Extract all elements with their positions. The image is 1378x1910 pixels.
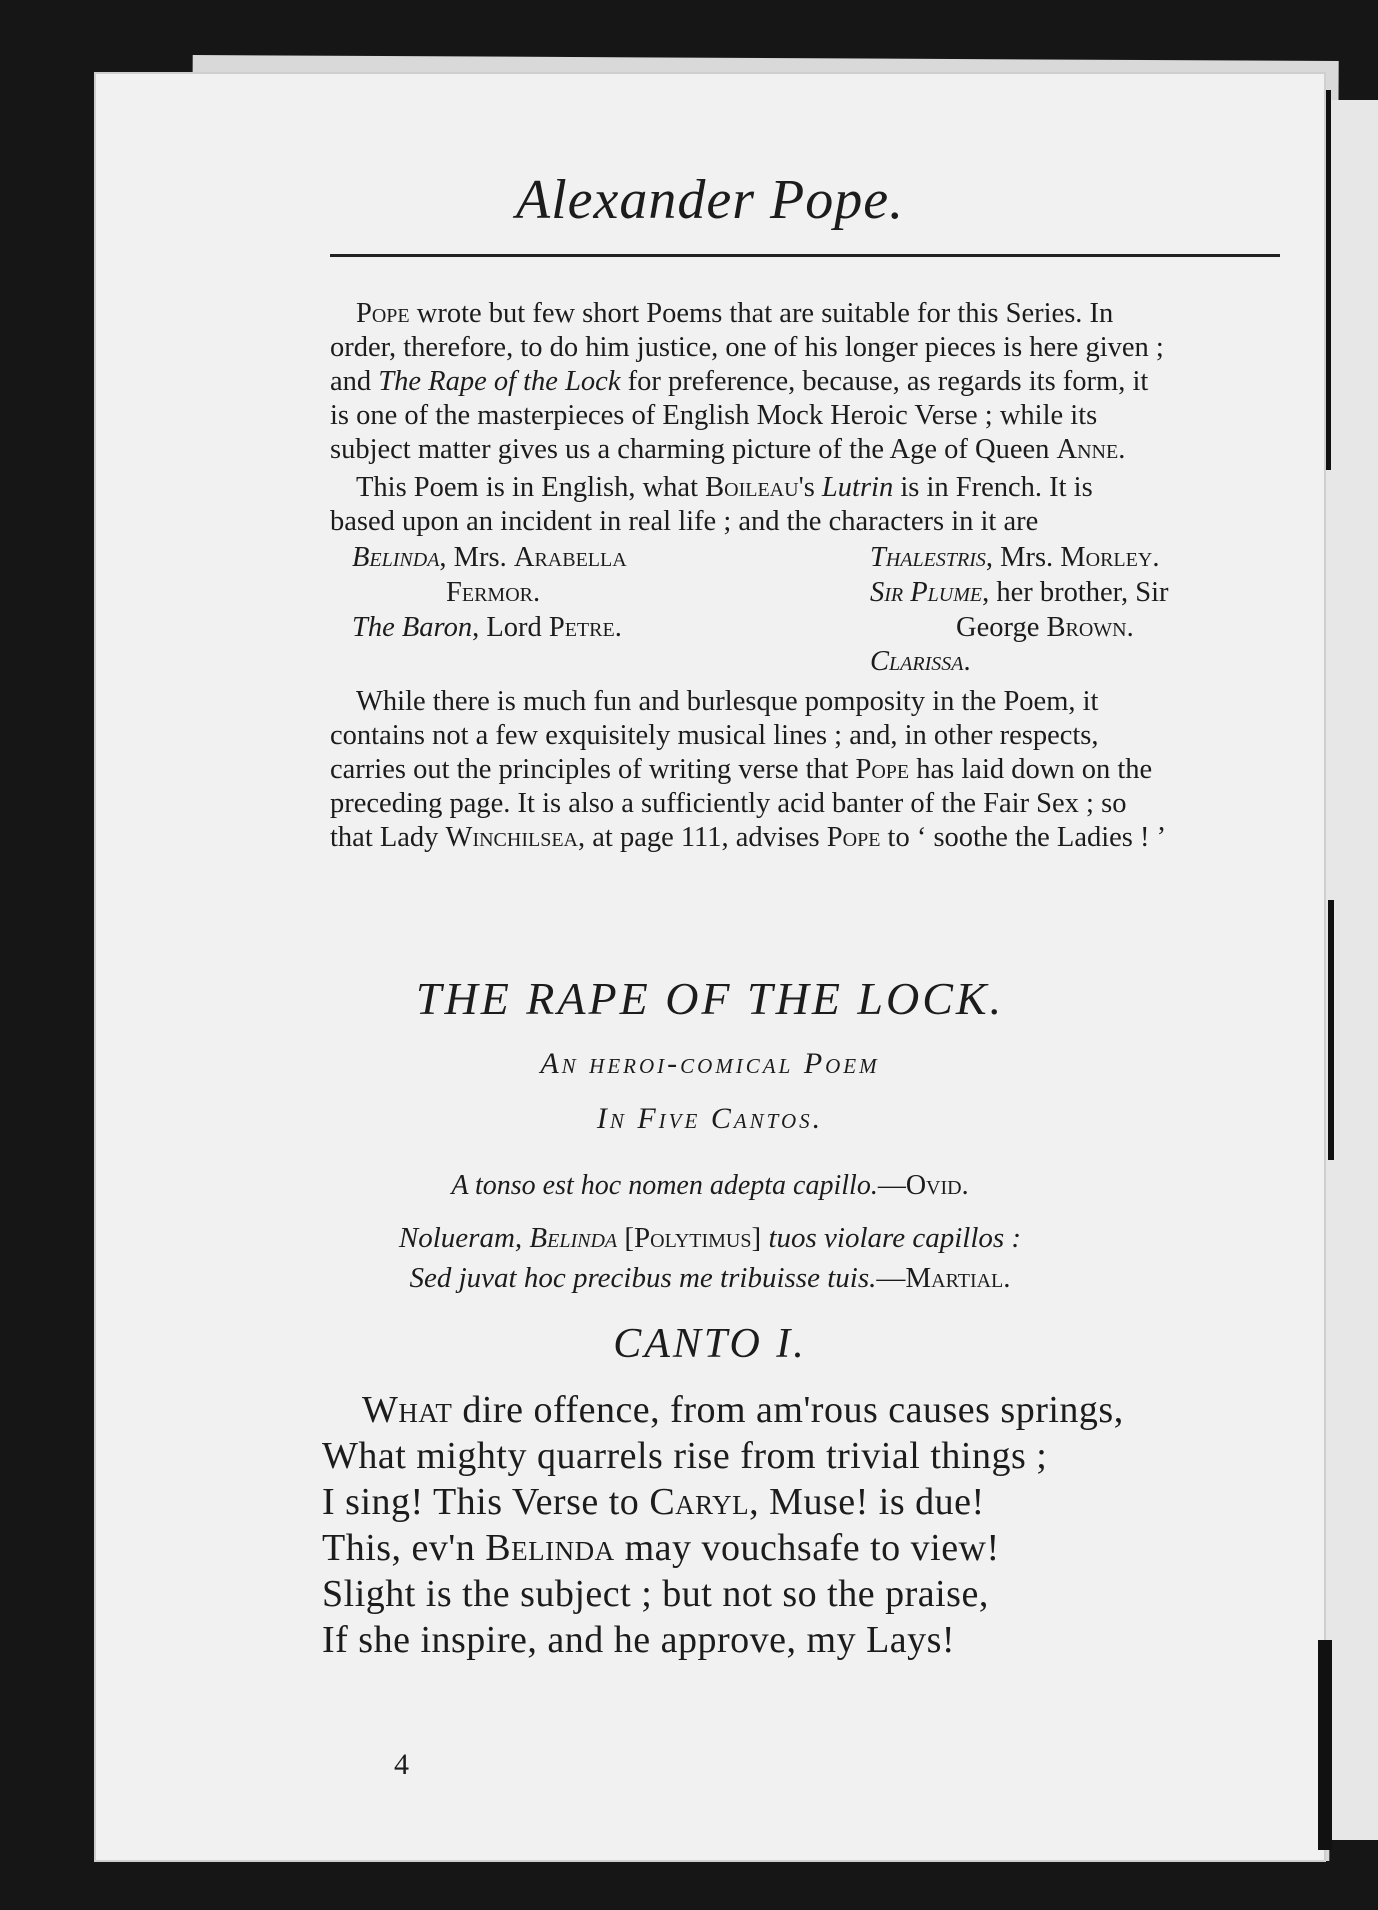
verse-line: This, ev'n Belinda may vouchsafe to view! [322, 1527, 1000, 1569]
intro-line: preceding page. It is also a sufficiently acid banter of the Fair Sex ; so [330, 788, 1127, 819]
poem-subtitle: In Five Cantos. [596, 1102, 824, 1135]
running-head: Alexander Pope. [515, 169, 905, 231]
intro-line: subject matter gives us a charming picture of the Age of Queen Anne. [330, 434, 1126, 465]
intro-line: that Lady Winchilsea, at page 111, advises Pope to ‘ soothe the Ladies ! ’ [330, 822, 1167, 853]
character-entry: Thalestris, Mrs. Morley. [870, 542, 1160, 573]
poem-title: THE RAPE OF THE LOCK. [415, 973, 1005, 1024]
binding-shadow [1328, 900, 1334, 1160]
verse-line: Slight is the subject ; but not so the praise, [322, 1573, 989, 1615]
character-entry: Clarissa. [870, 646, 971, 677]
intro-line: order, therefore, to do him justice, one of his longer pieces is here given ; [330, 332, 1164, 363]
canto-heading: CANTO I. [613, 1321, 807, 1367]
intro-line: carries out the principles of writing verse that Pope has laid down on the [330, 754, 1153, 785]
character-entry: George Brown. [956, 612, 1134, 643]
intro-line: and The Rape of the Lock for preference, because, as regards its form, it [330, 366, 1149, 397]
verse-line: What dire offence, from am'rous causes springs, [362, 1389, 1124, 1431]
intro-line: Pope wrote but few short Poems that are suitable for this Series. In [356, 298, 1114, 329]
character-entry: Belinda, Mrs. Arabella [352, 542, 627, 573]
binding-shadow [1326, 90, 1331, 470]
verse-line: I sing! This Verse to Caryl, Muse! is due! [322, 1481, 985, 1523]
intro-line: While there is much fun and burlesque pomposity in the Poem, it [356, 686, 1099, 717]
intro-line: is one of the masterpieces of English Mock Heroic Verse ; while its [330, 400, 1098, 431]
verse-line: If she inspire, and he approve, my Lays! [322, 1619, 956, 1661]
head-rule [330, 254, 1280, 257]
epigraph-ovid: A tonso est hoc nomen adepta capillo.—Ovid. [451, 1170, 969, 1201]
intro-line: This Poem is in English, what Boileau's Lutrin is in French. It is [356, 472, 1093, 503]
binding-shadow [1318, 1640, 1332, 1850]
character-entry: The Baron, Lord Petre. [352, 612, 622, 643]
intro-line: based upon an incident in real life ; and the characters in it are [330, 506, 1039, 537]
intro-line: contains not a few exquisitely musical lines ; and, in other respects, [330, 720, 1099, 751]
character-entry: Sir Plume, her brother, Sir [870, 577, 1169, 608]
epigraph-martial: Nolueram, Belinda [Polytimus] tuos violare capillos : [398, 1222, 1022, 1254]
page-number: 4 [394, 1748, 409, 1781]
verse-line: What mighty quarrels rise from trivial things ; [322, 1435, 1048, 1477]
book-page [94, 72, 1326, 1862]
epigraph-martial: Sed juvat hoc precibus me tribuisse tuis.—Martial. [409, 1262, 1011, 1294]
poem-subtitle: An heroi-comical Poem [540, 1047, 880, 1080]
character-entry: Fermor. [446, 577, 541, 608]
